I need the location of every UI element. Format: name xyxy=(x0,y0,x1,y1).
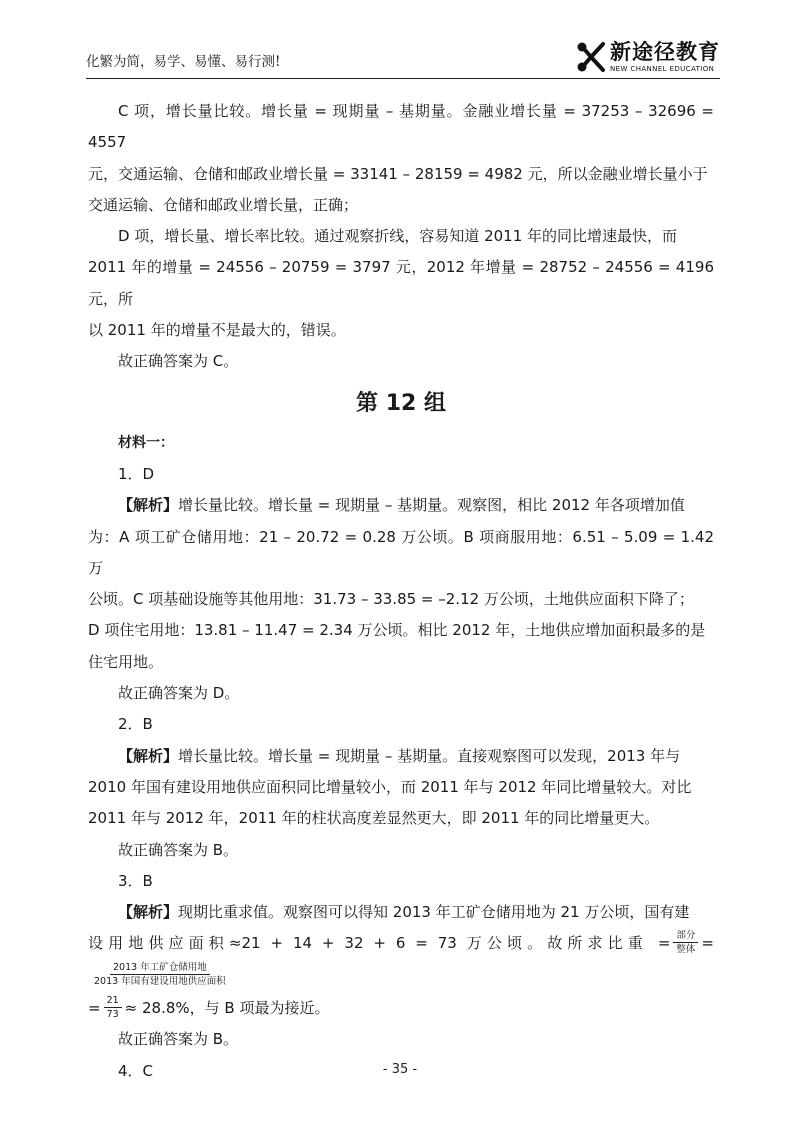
q2-answer: 2．B xyxy=(118,715,153,734)
q3-text1: 现期比重求值。观察图可以得知 2013 年工矿仓储用地为 21 万公顷，国有建 xyxy=(178,903,690,922)
page-number: - 35 - xyxy=(382,1062,418,1077)
q3-line3-text: ≈ 28.8%，与 B 项最为接近。 xyxy=(124,999,330,1018)
q3-fraction-part-whole xyxy=(673,929,698,956)
q1-line5: 住宅用地。 xyxy=(88,652,164,671)
logo-mark-icon xyxy=(576,40,606,74)
prev-c-line2: 元，交通运输、仓储和邮政业增长量 = 33141 – 28159 = 4982 元，所以金融业增长量小于 xyxy=(88,164,708,183)
q3-line3 xyxy=(88,993,714,1024)
prev-d-line1: D 项，增长量、增长率比较。通过观察折线，容易知道 2011 年的同比增速最快，而 xyxy=(118,227,678,246)
q3-line3-eq: = xyxy=(88,999,101,1018)
q1-answer: 1．D xyxy=(118,464,155,483)
prev-d-line2: 2011 年的增量 = 24556 – 20759 = 3797 元，2012 年增量 = 28752 – 24556 = 4196 元，所 xyxy=(88,258,714,308)
page-content xyxy=(88,96,714,1087)
q3-frac3-numerator: 21 xyxy=(104,994,122,1008)
q3-line2-text: 设用地供应面积≈21 + 14 + 32 + 6 = 73 万公顷。故所求比重 = xyxy=(88,934,671,953)
q2-line1 xyxy=(88,741,714,772)
q2-text1: 增长量比较。增长量 = 现期量 – 基期量。直接观察图可以发现，2013 年与 xyxy=(178,746,681,765)
q2-line3: 2011 年与 2012 年，2011 年的柱状高度差显然更大，即 2011 年的同比增量更大。 xyxy=(88,809,660,828)
prev-d-line3: 以 2011 年的增量不是最大的，错误。 xyxy=(88,321,346,340)
prev-conclusion: 故正确答案为 C。 xyxy=(118,352,239,371)
brand-name-en: NEW CHANNEL EDUCATION xyxy=(610,64,715,73)
page-header xyxy=(86,36,720,79)
q1-line4: D 项住宅用地：13.81 – 11.47 = 2.34 万公顷。相比 2012 年，土地供应增加面积最多的是 xyxy=(88,621,706,640)
q1-text1: 增长量比较。增长量 = 现期量 – 基期量。观察图，相比 2012 年各项增加值 xyxy=(178,496,685,515)
q1-line1 xyxy=(88,490,714,521)
group-title: 第 12 组 xyxy=(356,390,446,416)
q3-frac1-denominator: 整体 xyxy=(676,944,696,956)
q2-tag: 【解析】 xyxy=(118,746,179,765)
q3-frac2-numerator: 2013 年工矿仓储用地 xyxy=(110,961,210,975)
header-slogan: 化繁为简，易学、易懂、易行测! xyxy=(86,54,281,70)
q2-line2: 2010 年国有建设用地供应面积同比增量较小，而 2011 年与 2012 年同比增量较大。对比 xyxy=(88,777,692,796)
q1-line2: 为：A 项工矿仓储用地：21 – 20.72 = 0.28 万公顷。B 项商服用地：6.51 – 5.09 = 1.42 万 xyxy=(88,527,714,577)
brand-logo xyxy=(576,38,720,76)
q3-conclusion: 故正确答案为 B。 xyxy=(118,1030,239,1049)
q3-line1 xyxy=(88,897,714,928)
q4-answer: 4．C xyxy=(118,1061,154,1080)
material-heading: 材料一： xyxy=(118,434,174,451)
q3-answer: 3．B xyxy=(118,871,153,890)
q3-fraction-2013 xyxy=(91,961,229,988)
q2-conclusion: 故正确答案为 B。 xyxy=(118,840,239,859)
prev-c-line3: 交通运输、仓储和邮政业增长量，正确； xyxy=(88,195,359,214)
q3-equals: = xyxy=(701,934,714,953)
q3-fraction-21-73 xyxy=(104,994,122,1021)
q3-frac1-numerator: 部分 xyxy=(673,929,698,943)
brand-name-cn: 新途径教育 xyxy=(610,39,720,64)
prev-c-line1: C 项，增长量比较。增长量 = 现期量 – 基期量。金融业增长量 = 37253 – 32696 = 4557 xyxy=(88,102,714,152)
q3-line2 xyxy=(88,928,714,991)
q1-conclusion: 故正确答案为 D。 xyxy=(118,684,240,703)
q3-frac2-denominator: 2013 年国有建设用地供应面积 xyxy=(94,975,226,987)
q3-tag: 【解析】 xyxy=(118,903,179,922)
q1-tag: 【解析】 xyxy=(118,496,179,515)
q1-line3: 公顷。C 项基础设施等其他用地：31.73 – 33.85 = –2.12 万公顷，土地供应面积下降了； xyxy=(88,590,694,609)
q3-frac3-denominator: 73 xyxy=(106,1009,119,1021)
